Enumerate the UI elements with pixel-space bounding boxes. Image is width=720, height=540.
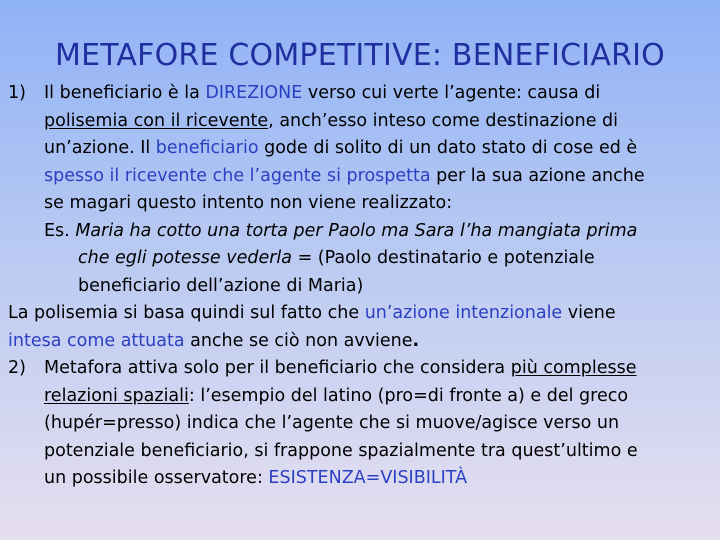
text-span: : l’esempio del latino (pro=di fronte a) e del greco <box>188 385 629 406</box>
point-1-line-1 <box>0 80 720 108</box>
point-2-line-3 <box>0 410 720 438</box>
highlight-intesa-come-attuata: intesa come attuata <box>8 330 185 351</box>
text-span: potenziale beneficiario, si frappone spazialmente tra quest’ultimo e <box>44 440 638 461</box>
text-span: Il beneficiario è la <box>44 83 206 103</box>
highlight-azione-intenzionale: un’azione intenzionale <box>364 303 563 323</box>
text-span: . <box>412 330 420 351</box>
point-2-line-4 <box>0 438 720 466</box>
text-span: viene <box>562 303 616 323</box>
highlight-esistenza-visibilita: ESISTENZA=VISIBILITÀ <box>268 468 468 488</box>
point-1-line-5 <box>0 190 720 218</box>
slide-body <box>0 80 720 493</box>
text-span: anche se ciò non avviene <box>184 330 413 351</box>
point-1-number: 1) <box>8 83 26 103</box>
point-2-line-5 <box>0 465 720 493</box>
text-span: verso cui verte l’agente: causa di <box>302 83 601 103</box>
point-1-line-2 <box>0 108 720 136</box>
highlight-beneficiario: beneficiario <box>155 138 259 158</box>
point-2-line-2 <box>0 383 720 411</box>
text-span: (hupér=presso) indica che l’agente che si muove/agisce verso un <box>44 413 620 433</box>
example-line-1 <box>0 218 720 246</box>
text-span: beneficiario dell’azione di Maria) <box>78 275 364 296</box>
text-span: Metafora attiva solo per il beneficiario che considera <box>44 358 511 378</box>
point-2-line-1 <box>0 355 720 383</box>
highlight-ricevente: spesso il ricevente che l’agente si prospetta <box>44 165 431 186</box>
text-span: gode di solito di un dato stato di cose ed è <box>258 138 638 158</box>
highlight-direzione: DIREZIONE <box>205 83 303 103</box>
example-line-2 <box>0 245 720 273</box>
example-line-3 <box>0 273 720 301</box>
text-span: un possibile osservatore: <box>44 468 269 488</box>
mid-line-1 <box>0 300 720 328</box>
text-span: = (Paolo destinatario e potenziale <box>292 248 595 268</box>
underlined-relazioni-spaziali: relazioni spaziali <box>44 385 189 406</box>
text-span: un’azione. Il <box>44 138 156 158</box>
point-1-line-3 <box>0 135 720 163</box>
text-span: per la sua azione anche <box>430 165 645 186</box>
text-span: La polisemia si basa quindi sul fatto che <box>8 303 365 323</box>
point-2-number: 2) <box>8 358 26 378</box>
underlined-piu-complesse: più complesse <box>510 358 637 378</box>
point-1-line-4 <box>0 163 720 191</box>
example-sentence: Maria ha cotto una torta per Paolo ma Sara l’ha mangiata prima <box>75 220 638 241</box>
text-span: , anch’esso inteso come destinazione di <box>268 110 619 131</box>
underlined-polisemia: polisemia con il ricevente <box>44 110 269 131</box>
example-sentence: che egli potesse vederla <box>78 248 292 268</box>
mid-line-2 <box>0 328 720 356</box>
text-span: se magari questo intento non viene realizzato: <box>44 193 453 213</box>
example-prefix: Es. <box>44 220 76 241</box>
slide-title: METAFORE COMPETITIVE: BENEFICIARIO <box>55 38 665 73</box>
